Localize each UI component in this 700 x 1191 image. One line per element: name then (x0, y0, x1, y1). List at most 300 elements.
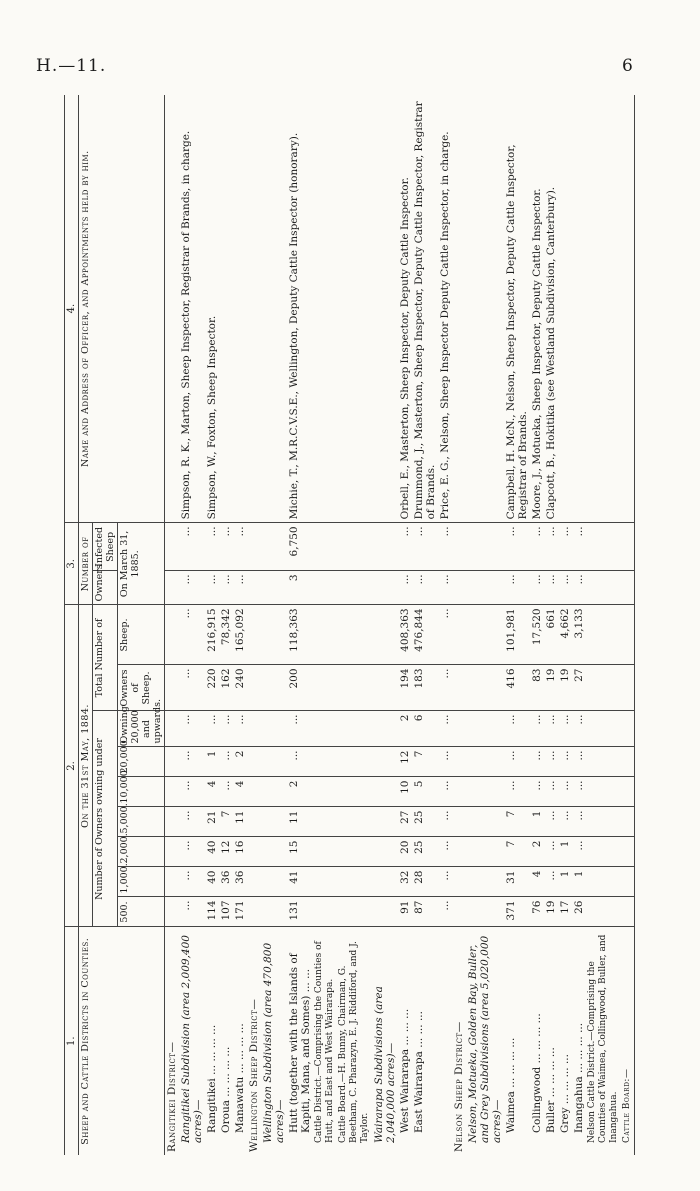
table-cell (261, 777, 287, 807)
col1-number: 1. (65, 927, 79, 1155)
table-cell (466, 711, 504, 747)
table-cell: ... (179, 523, 205, 571)
officer-cell: Drummond, J., Masterton, Sheep Inspector, Deputy Cattle Inspector, Registrar of Brands. (412, 95, 438, 523)
table-cell: ... (558, 523, 572, 571)
owning-under-header: Number of Owners owning under (93, 711, 118, 927)
district-label: Cattle Board:— (621, 927, 635, 1155)
table-cell (621, 837, 635, 867)
officer-cell: Moore, J., Motueka, Sheep Inspector, Deputy Cattle Inspector. (530, 95, 544, 523)
table-cell (247, 837, 261, 867)
officer-cell (219, 95, 233, 523)
table-cell: 162 (219, 665, 233, 711)
table-cell: 41 (287, 867, 313, 897)
table-cell: ... (179, 571, 205, 605)
table-cell: 76 (530, 897, 544, 927)
table-cell: 4 (530, 867, 544, 897)
table-cell (165, 665, 180, 711)
table-cell: ... (504, 777, 530, 807)
table-cell: 16 (233, 837, 247, 867)
table-cell (621, 897, 635, 927)
bracket-1000: 1,000. (118, 867, 165, 897)
table-cell (372, 665, 398, 711)
table-cell (337, 665, 372, 711)
table-cell (586, 747, 621, 777)
table-cell (165, 867, 180, 897)
table-cell: 183 (412, 665, 438, 711)
table-cell: 12 (398, 747, 412, 777)
table-cell: 20 (398, 837, 412, 867)
table-cell (452, 897, 466, 927)
table-cell: 200 (287, 665, 313, 711)
table-cell: 1 (530, 807, 544, 837)
table-row (412, 95, 438, 1155)
table-cell (621, 571, 635, 605)
table-cell: 40 (205, 837, 219, 867)
table-row (530, 95, 544, 1155)
table-cell (337, 711, 372, 747)
officer-cell (452, 95, 466, 523)
table-cell: ... (179, 867, 205, 897)
table-cell (586, 571, 621, 605)
table-cell (621, 777, 635, 807)
officer-cell: Simpson, R. K., Marton, Sheep Inspector, Registrar of Brands, in charge. (179, 95, 205, 523)
district-label: Nelson Sheep District— (453, 1021, 465, 1152)
table-cell (165, 523, 180, 571)
table-cell (466, 605, 504, 665)
table-cell: 1 (558, 867, 572, 897)
table-cell: ... (544, 777, 558, 807)
table-cell: 36 (233, 867, 247, 897)
table-cell (452, 605, 466, 665)
district-label (438, 927, 452, 1155)
table-cell: ... (572, 807, 586, 837)
table-cell: 220 (205, 665, 219, 711)
table-cell: 7 (412, 747, 438, 777)
table-cell (586, 807, 621, 837)
district-label: Wellington Subdivision (area 470,800 acres)— (262, 942, 286, 1143)
officer-cell (233, 95, 247, 523)
table-cell (165, 777, 180, 807)
rotated-table-container (64, 95, 632, 1155)
table-cell: 19 (558, 665, 572, 711)
table-cell: 83 (530, 665, 544, 711)
table-cell: ... (438, 711, 452, 747)
table-cell: ... (398, 523, 412, 571)
table-cell: 3 (287, 571, 313, 605)
table-cell: 27 (398, 807, 412, 837)
table-cell (621, 867, 635, 897)
table-cell: 25 (412, 807, 438, 837)
table-cell: ... (233, 711, 247, 747)
table-cell: ... (558, 711, 572, 747)
table-cell (372, 523, 398, 571)
table-cell (621, 605, 635, 665)
officer-cell (372, 95, 398, 523)
table-cell: ... (233, 523, 247, 571)
table-cell: 2 (233, 747, 247, 777)
table-cell: ... (544, 807, 558, 837)
table-cell: 26 (572, 897, 586, 927)
table-cell (261, 571, 287, 605)
table-cell (452, 777, 466, 807)
table-row (179, 95, 205, 1155)
table-cell (165, 747, 180, 777)
district-label: East Wairarapa ... ... ... (413, 1011, 425, 1133)
table-cell: 19 (544, 665, 558, 711)
table-cell (247, 867, 261, 897)
table-cell: 17,520 (530, 605, 544, 665)
table-cell: ... (179, 897, 205, 927)
officer-cell (586, 95, 621, 523)
table-cell (165, 711, 180, 747)
table-cell: 2 (530, 837, 544, 867)
table-cell: 91 (398, 897, 412, 927)
owners-of-sheep-header: Owners of Sheep. (118, 665, 165, 711)
table-cell: ... (572, 747, 586, 777)
table-cell (372, 571, 398, 605)
officer-cell (572, 95, 586, 523)
table-cell: ... (438, 777, 452, 807)
col1-title: Sheep and Cattle Districts in Counties. (79, 927, 165, 1155)
header-row-numbers (65, 95, 79, 1155)
table-cell (313, 571, 337, 605)
table-row (438, 95, 452, 1155)
table-cell (313, 665, 337, 711)
table-cell: ... (438, 867, 452, 897)
table-cell: 3,133 (572, 605, 586, 665)
officer-cell (621, 95, 635, 523)
table-cell (337, 897, 372, 927)
sheep-cattle-districts-table (64, 95, 635, 1155)
owners-header: Owners (93, 571, 118, 605)
table-cell: ... (438, 523, 452, 571)
table-cell: ... (504, 523, 530, 571)
table-cell: ... (179, 837, 205, 867)
district-label: Wairarapa Subdivisions (area 2,040,000 acres)— (373, 986, 397, 1143)
table-cell: 1 (572, 867, 586, 897)
table-cell: ... (438, 605, 452, 665)
officer-cell (165, 95, 180, 523)
table-cell: ... (412, 571, 438, 605)
table-cell: ... (558, 777, 572, 807)
table-cell (372, 747, 398, 777)
table-cell (621, 747, 635, 777)
table-row (219, 95, 233, 1155)
table-cell (586, 777, 621, 807)
table-cell: 107 (219, 897, 233, 927)
table-cell: 21 (205, 807, 219, 837)
bracket-20000-up: Owning 20,000 and upwards. (118, 711, 165, 747)
table-cell (165, 837, 180, 867)
table-cell: 2 (398, 711, 412, 747)
bracket-5000: 5,000. (118, 807, 165, 837)
table-cell (247, 605, 261, 665)
table-cell: ... (205, 711, 219, 747)
table-cell (621, 523, 635, 571)
bracket-10000: 10,000. (118, 777, 165, 807)
table-cell (247, 711, 261, 747)
table-cell (261, 711, 287, 747)
table-cell: 1 (558, 837, 572, 867)
table-cell: 40 (205, 867, 219, 897)
table-cell (621, 807, 635, 837)
table-cell (586, 837, 621, 867)
table-cell: ... (558, 747, 572, 777)
table-cell: 15 (287, 837, 313, 867)
table-cell: ... (219, 711, 233, 747)
table-cell: ... (438, 897, 452, 927)
table-body (165, 95, 635, 1155)
table-row (452, 95, 466, 1155)
table-cell: ... (412, 523, 438, 571)
table-cell: ... (219, 777, 233, 807)
district-label: Waimea ... ... ... ... (505, 1037, 517, 1133)
table-row (261, 95, 287, 1155)
table-cell: 101,981 (504, 605, 530, 665)
table-cell (452, 837, 466, 867)
table-cell: 7 (504, 837, 530, 867)
infected-sheep-header: Infected Sheep (93, 523, 118, 571)
col2-number: 2. (65, 605, 79, 927)
bracket-20000: 20,000. (118, 747, 165, 777)
table-cell (261, 897, 287, 927)
table-cell (313, 897, 337, 927)
table-cell (452, 523, 466, 571)
table-cell: ... (219, 747, 233, 777)
table-cell (586, 665, 621, 711)
table-row (586, 95, 621, 1155)
table-cell (466, 747, 504, 777)
table-cell: 31 (504, 867, 530, 897)
table-cell (313, 807, 337, 837)
bracket-2000: 2,000. (118, 837, 165, 867)
table-cell (466, 665, 504, 711)
table-cell: 11 (287, 807, 313, 837)
table-cell (337, 867, 372, 897)
district-label: Cattle Board.—H. Bunny, Chairman, G. Beetham, C. Pharazyn, E. J. Riddiford, and J. Taylor. (338, 941, 370, 1143)
district-label: West Wairarapa ... ... ... (399, 1008, 411, 1133)
col4-number: 4. (65, 95, 79, 523)
table-cell (247, 571, 261, 605)
page-reference: H.—11. (36, 56, 107, 76)
table-cell: ... (219, 523, 233, 571)
table-cell: 4 (233, 777, 247, 807)
table-cell (337, 523, 372, 571)
table-row (205, 95, 219, 1155)
table-cell (337, 747, 372, 777)
table-cell (261, 605, 287, 665)
table-row (572, 95, 586, 1155)
table-cell: 5 (412, 777, 438, 807)
table-cell: 7 (504, 807, 530, 837)
table-cell: ... (438, 747, 452, 777)
table-cell: ... (287, 711, 313, 747)
table-cell: ... (530, 523, 544, 571)
table-cell: 131 (287, 897, 313, 927)
table-cell: ... (504, 747, 530, 777)
table-cell (372, 807, 398, 837)
table-cell (452, 571, 466, 605)
table-cell (452, 711, 466, 747)
table-cell (261, 867, 287, 897)
table-cell (586, 897, 621, 927)
table-cell: ... (504, 711, 530, 747)
district-label: Oroua ... ... ... ... (220, 1046, 232, 1133)
table-cell: ... (530, 711, 544, 747)
table-cell (466, 571, 504, 605)
table-cell: ... (572, 711, 586, 747)
table-cell (586, 605, 621, 665)
table-cell: ... (572, 837, 586, 867)
table-cell (466, 897, 504, 927)
table-cell (586, 867, 621, 897)
table-cell: ... (438, 807, 452, 837)
table-cell: 32 (398, 867, 412, 897)
table-cell: ... (205, 523, 219, 571)
table-cell: 2 (287, 777, 313, 807)
table-cell (466, 777, 504, 807)
table-cell (313, 867, 337, 897)
table-cell (452, 807, 466, 837)
table-cell (247, 747, 261, 777)
table-cell (247, 665, 261, 711)
district-label: Inangahua ... ... ... ... (573, 1022, 585, 1133)
table-cell (165, 605, 180, 665)
table-row (504, 95, 530, 1155)
officer-cell: Clapcott, B., Hokitika (see Westland Subdivision, Canterbury). (544, 95, 558, 523)
table-cell: ... (530, 777, 544, 807)
table-cell: 78,342 (219, 605, 233, 665)
table-cell (313, 747, 337, 777)
table-cell: ... (205, 571, 219, 605)
table-row (544, 95, 558, 1155)
table-cell (337, 571, 372, 605)
table-cell (261, 807, 287, 837)
table-cell: 1 (205, 747, 219, 777)
table-cell (452, 665, 466, 711)
table-cell: 12 (219, 837, 233, 867)
sheep-header: Sheep. (118, 605, 165, 665)
table-cell: 240 (233, 665, 247, 711)
table-cell (261, 665, 287, 711)
table-cell: 118,363 (287, 605, 313, 665)
table-cell (337, 777, 372, 807)
table-cell (466, 523, 504, 571)
table-cell (452, 747, 466, 777)
table-cell: ... (572, 571, 586, 605)
officer-cell (466, 95, 504, 523)
officer-cell (558, 95, 572, 523)
table-cell (337, 837, 372, 867)
table-cell: ... (558, 571, 572, 605)
district-label: Collingwood ... ... ... ... (531, 1013, 543, 1133)
district-label: Rangitikei District— (166, 1041, 178, 1152)
table-cell (165, 807, 180, 837)
table-cell (165, 571, 180, 605)
table-cell: 17 (558, 897, 572, 927)
district-label: Nelson, Motueka, Golden Bay, Buller, and Grey Subdivisions (area 5,020,000 acres)— (467, 935, 503, 1143)
table-cell: ... (558, 807, 572, 837)
officer-cell (261, 95, 287, 523)
table-cell: ... (544, 837, 558, 867)
officer-cell: Simpson, W., Foxton, Sheep Inspector. (205, 95, 219, 523)
table-cell: 171 (233, 897, 247, 927)
table-cell: 165,092 (233, 605, 247, 665)
table-cell (247, 523, 261, 571)
table-cell (621, 665, 635, 711)
table-cell (621, 711, 635, 747)
header-row-titles (79, 95, 93, 1155)
table-cell (586, 523, 621, 571)
table-cell (261, 523, 287, 571)
table-cell (337, 807, 372, 837)
table-row (233, 95, 247, 1155)
table-cell: ... (398, 571, 412, 605)
page-number: 6 (622, 56, 633, 76)
district-label: Nelson Cattle District.—Comprising the Counties of Waimea, Collingwood, Buller, and Inangahua. (587, 934, 619, 1143)
march-date-header: On March 31, 1885. (118, 523, 165, 605)
table-cell (466, 867, 504, 897)
table-cell: ... (572, 777, 586, 807)
district-label: Cattle District.—Comprising the Counties of Hutt, and East and West Wairarapa. (314, 941, 335, 1143)
table-cell: 19 (544, 897, 558, 927)
table-cell: ... (438, 837, 452, 867)
table-cell: 27 (572, 665, 586, 711)
table-cell: 661 (544, 605, 558, 665)
table-cell: ... (233, 571, 247, 605)
table-cell: 36 (219, 867, 233, 897)
total-number-header: Total Number of (93, 605, 118, 711)
table-cell: 476,844 (412, 605, 438, 665)
table-cell: 6,750 (287, 523, 313, 571)
table-cell: 416 (504, 665, 530, 711)
table-cell: 408,363 (398, 605, 412, 665)
table-cell (337, 605, 372, 665)
district-label: Wellington Sheep District— (248, 998, 260, 1152)
table-cell: ... (544, 571, 558, 605)
table-cell (452, 867, 466, 897)
table-cell (372, 605, 398, 665)
table-cell: ... (530, 747, 544, 777)
table-cell: ... (179, 605, 205, 665)
table-cell: 7 (219, 807, 233, 837)
table-cell: ... (179, 711, 205, 747)
table-cell: 25 (412, 837, 438, 867)
district-label: Grey ... ... ... ... (559, 1054, 571, 1133)
table-cell: ... (179, 807, 205, 837)
table-cell: ... (544, 523, 558, 571)
officer-cell (313, 95, 337, 523)
table-cell: ... (179, 777, 205, 807)
col3-number: 3. (65, 523, 79, 605)
col3-title: Number of (79, 523, 93, 605)
table-row (398, 95, 412, 1155)
table-cell (313, 837, 337, 867)
table-cell (247, 897, 261, 927)
district-label: Rangitikei ... ... ... ... (206, 1024, 218, 1133)
table-cell: ... (179, 665, 205, 711)
table-cell: 194 (398, 665, 412, 711)
table-row (558, 95, 572, 1155)
table-row (165, 95, 180, 1155)
officer-cell: Michie, T., M.R.C.V.S.E., Wellington, Deputy Cattle Inspector (honorary). (287, 95, 313, 523)
table-cell (313, 711, 337, 747)
bracket-500: 500. (118, 897, 165, 927)
district-label: Manawatu ... ... ... ... (234, 1023, 246, 1133)
table-cell: 87 (412, 897, 438, 927)
officer-cell: Price, E. G., Nelson, Sheep Inspector Deputy Cattle Inspector, in charge. (438, 95, 452, 523)
table-cell: ... (287, 747, 313, 777)
